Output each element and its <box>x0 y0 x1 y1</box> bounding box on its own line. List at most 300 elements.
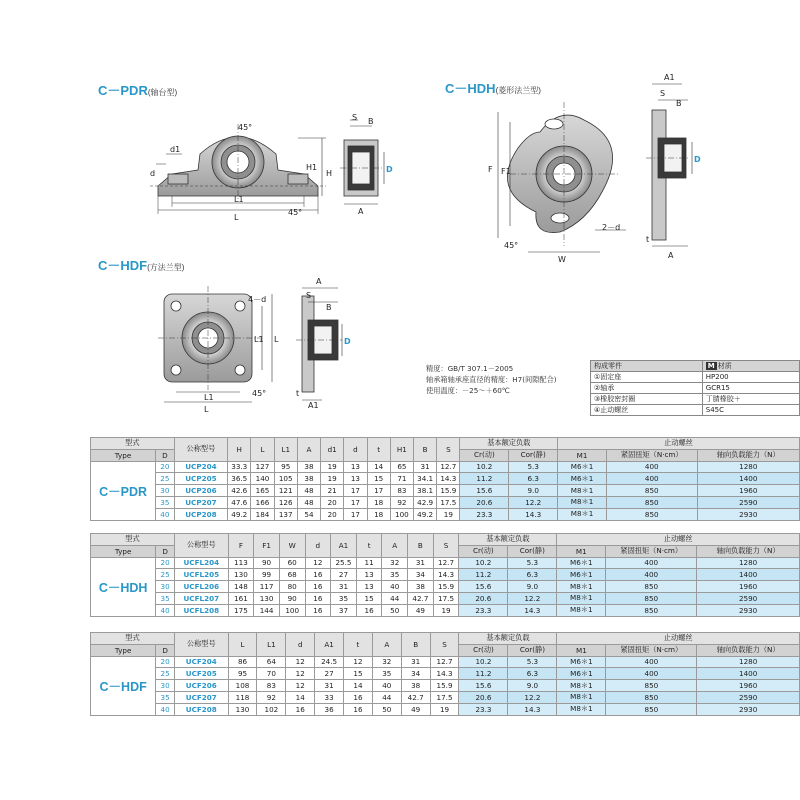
dimension-value: 17.5 <box>437 496 460 508</box>
part-name: ②轴承 <box>591 383 703 394</box>
screw-col-torque: 紧固扭矩（N·cm） <box>606 545 697 557</box>
dimension-value: 144 <box>254 604 280 616</box>
dimension-value: 126 <box>274 496 297 508</box>
hdh-holes-label: 2－d <box>602 223 621 232</box>
static-load: 5.3 <box>508 656 557 668</box>
dimension-value: 54 <box>297 508 320 520</box>
hdh-f-label: F <box>488 165 493 174</box>
dimension-value: 17 <box>344 485 367 497</box>
screw-col-torque: 紧固扭矩（N·cm） <box>606 644 697 656</box>
dimension-value: 32 <box>382 557 408 569</box>
nominal-header: 公称型号 <box>174 534 228 558</box>
table-row <box>91 473 800 485</box>
dim-header: S <box>437 438 460 462</box>
hdh-d-bore-label: D <box>694 155 701 164</box>
dim-header: F <box>228 534 254 558</box>
dimension-value: 31 <box>401 656 430 668</box>
table-row <box>91 508 800 520</box>
axial-load: 2930 <box>697 604 800 616</box>
static-load: 6.3 <box>509 473 558 485</box>
parts-header-material <box>702 361 799 372</box>
dimension-value: 16 <box>344 703 373 715</box>
dimension-value: 64 <box>257 656 286 668</box>
dimension-value: 31 <box>331 581 357 593</box>
hdh-a1-label: A1 <box>664 73 675 82</box>
dimension-value: 40 <box>382 581 408 593</box>
model-number: UCP208 <box>174 508 227 520</box>
dynamic-load: 23.3 <box>459 604 508 616</box>
load-col-dynamic: Cr(动) <box>459 644 508 656</box>
dim-header: t <box>356 534 382 558</box>
dimension-value: 68 <box>279 569 305 581</box>
dimension-value: 36 <box>315 703 344 715</box>
dim-header: d <box>305 534 331 558</box>
hdf-angle-label: 45° <box>252 389 267 398</box>
dim-header: S <box>433 534 459 558</box>
hdf-s-label: S <box>306 291 312 300</box>
dimension-value: 14 <box>344 680 373 692</box>
hdf-l1-label-side: L1 <box>254 335 264 344</box>
hdf-t-label: t <box>296 389 300 398</box>
screw-size: M6＊1 <box>557 656 606 668</box>
material-badge: M <box>707 362 715 370</box>
dimension-value: 121 <box>274 485 297 497</box>
tightening-torque: 850 <box>606 508 697 520</box>
dim-header: L1 <box>274 438 297 462</box>
dimension-value: 18 <box>367 496 390 508</box>
dynamic-load: 10.2 <box>459 557 508 569</box>
table-row <box>91 569 800 581</box>
tightening-torque: 850 <box>606 496 697 508</box>
screw-header: 止动螺丝 <box>558 438 800 450</box>
bore-diameter: 20 <box>156 557 175 569</box>
screw-size: M6＊1 <box>558 473 607 485</box>
dimension-value: 137 <box>274 508 297 520</box>
dynamic-load: 11.2 <box>459 569 508 581</box>
table-row <box>91 604 800 616</box>
screw-size: M8＊1 <box>557 703 606 715</box>
dim-header: A <box>297 438 320 462</box>
dynamic-load: 23.3 <box>459 703 508 715</box>
d-label: D <box>156 644 175 656</box>
dimension-value: 12 <box>344 656 373 668</box>
dimension-value: 15 <box>367 473 390 485</box>
dimension-value: 15.9 <box>437 485 460 497</box>
static-load: 12.2 <box>509 496 558 508</box>
pdr-angle-label: 45° <box>238 123 253 132</box>
dimension-value: 148 <box>228 581 254 593</box>
dimension-value: 19 <box>321 473 344 485</box>
dimension-value: 16 <box>305 604 331 616</box>
model-number: UCFL207 <box>174 592 228 604</box>
dimension-value: 100 <box>279 604 305 616</box>
dimension-value: 14 <box>286 691 315 703</box>
dimension-value: 37 <box>331 604 357 616</box>
dimension-value: 32 <box>372 656 401 668</box>
model-number: UCF208 <box>174 703 228 715</box>
dim-header: A1 <box>315 633 344 657</box>
dynamic-load: 20.6 <box>459 691 508 703</box>
dimension-value: 48 <box>297 485 320 497</box>
dimension-value: 70 <box>257 668 286 680</box>
dimension-value: 15.9 <box>430 680 459 692</box>
dim-header: d1 <box>321 438 344 462</box>
parts-row <box>591 394 800 405</box>
model-number: UCFL206 <box>174 581 228 593</box>
dimension-value: 95 <box>228 668 257 680</box>
dimension-value: 86 <box>228 656 257 668</box>
model-number: UCF207 <box>174 691 228 703</box>
axial-load: 2930 <box>697 508 799 520</box>
dimension-value: 38 <box>297 461 320 473</box>
screw-size: M8＊1 <box>557 680 606 692</box>
dimension-value: 19 <box>433 604 459 616</box>
dimension-value: 13 <box>344 473 367 485</box>
load-header: 基本额定负载 <box>459 633 557 645</box>
dim-header: t <box>344 633 373 657</box>
static-load: 14.3 <box>508 604 557 616</box>
dim-header: F1 <box>254 534 280 558</box>
hdh-side-view <box>646 84 692 246</box>
tightening-torque: 850 <box>606 604 697 616</box>
hdh-angle-label: 45° <box>504 241 519 250</box>
dimension-value: 31 <box>414 461 437 473</box>
tightening-torque: 850 <box>606 581 697 593</box>
tightening-torque: 850 <box>606 592 697 604</box>
dimension-value: 47.6 <box>228 496 251 508</box>
load-col-static: Cor(静) <box>508 545 557 557</box>
dimension-value: 20 <box>321 508 344 520</box>
spec-line-housing: 轴承箱轴承座直径的精度：H7(间隙配合) <box>426 375 557 384</box>
dim-header: B <box>401 633 430 657</box>
dimension-value: 80 <box>279 581 305 593</box>
hdh-table-body <box>91 557 800 616</box>
load-header: 基本额定负载 <box>459 534 557 546</box>
type-name: C－HDH <box>91 557 156 616</box>
pdr-angle2-label: 45° <box>288 208 303 217</box>
pdr-h1-label: H1 <box>306 163 318 172</box>
hdh-a-label: A <box>668 251 674 260</box>
static-load: 14.3 <box>508 703 557 715</box>
pdr-l1-label: L1 <box>234 195 244 204</box>
dimension-value: 117 <box>254 581 280 593</box>
part-material: GCR15 <box>702 383 799 394</box>
dimension-value: 102 <box>257 703 286 715</box>
dimension-value: 12 <box>286 656 315 668</box>
part-name: ③橡胶密封圈 <box>591 394 703 405</box>
dimension-value: 90 <box>254 557 280 569</box>
dimension-value: 33.3 <box>228 461 251 473</box>
pdr-b-label: B <box>368 117 374 126</box>
screw-col-torque: 紧固扭矩（N·cm） <box>606 449 697 461</box>
screw-size: M8＊1 <box>558 496 607 508</box>
table-row <box>91 680 800 692</box>
hdf-l-label-side: L <box>274 335 279 344</box>
bore-diameter: 40 <box>156 508 175 520</box>
model-number: UCP206 <box>174 485 227 497</box>
bore-diameter: 35 <box>156 496 175 508</box>
dimension-value: 24.5 <box>315 656 344 668</box>
table-row <box>91 592 800 604</box>
static-load: 14.3 <box>509 508 558 520</box>
axial-load: 1960 <box>697 485 799 497</box>
table-row <box>91 557 800 569</box>
model-number: UCP207 <box>174 496 227 508</box>
hdf-holes-label: 4－d <box>248 295 267 304</box>
part-name: ①固定座 <box>591 372 703 383</box>
dimension-value: 130 <box>254 592 280 604</box>
pdr-l-label: L <box>234 213 239 222</box>
dimension-value: 71 <box>390 473 413 485</box>
dimension-value: 44 <box>372 691 401 703</box>
tightening-torque: 850 <box>606 703 697 715</box>
dimension-value: 14.3 <box>437 473 460 485</box>
bore-diameter: 30 <box>156 680 175 692</box>
hdh-spec-table <box>90 533 800 617</box>
dimension-value: 34.1 <box>414 473 437 485</box>
bore-diameter: 35 <box>156 592 175 604</box>
load-col-dynamic: Cr(动) <box>460 449 509 461</box>
tightening-torque: 400 <box>606 656 697 668</box>
d-label: D <box>156 545 175 557</box>
dimension-value: 184 <box>251 508 274 520</box>
dim-header: B <box>408 534 434 558</box>
type-header: 型式 <box>91 534 175 546</box>
table-row <box>91 485 800 497</box>
dynamic-load: 10.2 <box>460 461 509 473</box>
dim-header: A <box>372 633 401 657</box>
dimension-value: 31 <box>315 680 344 692</box>
bore-diameter: 35 <box>156 691 175 703</box>
dimension-value: 34 <box>401 668 430 680</box>
dimension-value: 83 <box>390 485 413 497</box>
dimension-value: 83 <box>257 680 286 692</box>
type-header: 型式 <box>91 633 175 645</box>
model-number: UCP204 <box>174 461 227 473</box>
dimension-value: 16 <box>305 581 331 593</box>
axial-load: 1280 <box>697 557 800 569</box>
hdf-spec-table <box>90 632 800 716</box>
dimension-value: 175 <box>228 604 254 616</box>
type-label: Type <box>91 449 156 461</box>
pdr-table-body <box>91 461 800 520</box>
hdh-subtitle: (菱形法兰型) <box>495 86 541 95</box>
table-row <box>91 581 800 593</box>
hdh-b-label: B <box>676 99 682 108</box>
screw-size: M6＊1 <box>557 557 606 569</box>
hdf-a1-label: A1 <box>308 401 319 410</box>
nominal-header: 公称型号 <box>174 633 228 657</box>
dimension-value: 113 <box>228 557 254 569</box>
pdr-d1-label: d1 <box>170 145 181 154</box>
dimension-value: 16 <box>305 569 331 581</box>
dimension-value: 15.9 <box>433 581 459 593</box>
dimension-value: 36.5 <box>228 473 251 485</box>
static-load: 12.2 <box>508 592 557 604</box>
dimension-value: 27 <box>315 668 344 680</box>
screw-col-axial: 轴向负载能力（N） <box>697 545 800 557</box>
static-load: 9.0 <box>508 680 557 692</box>
dimension-value: 21 <box>321 485 344 497</box>
spec-line-temperature: 使用温度：－25～＋60℃ <box>426 386 510 395</box>
dimension-value: 14 <box>367 461 390 473</box>
hdf-table-body <box>91 656 800 715</box>
screw-size: M8＊1 <box>557 581 606 593</box>
dimension-value: 12 <box>305 557 331 569</box>
dimension-value: 165 <box>251 485 274 497</box>
dim-header: B <box>414 438 437 462</box>
dimension-value: 13 <box>356 581 382 593</box>
screw-size: M8＊1 <box>557 604 606 616</box>
dimension-value: 35 <box>331 592 357 604</box>
model-number: UCFL204 <box>174 557 228 569</box>
static-load: 6.3 <box>508 569 557 581</box>
nominal-header: 公称型号 <box>174 438 227 462</box>
dimension-value: 12.7 <box>433 557 459 569</box>
dimension-value: 33 <box>315 691 344 703</box>
hdf-subtitle: (方法兰型) <box>147 263 185 272</box>
load-col-static: Cor(静) <box>509 449 558 461</box>
parts-row <box>591 372 800 383</box>
hdf-d-bore-label: D <box>344 337 351 346</box>
dimension-value: 44 <box>382 592 408 604</box>
dim-header: d <box>286 633 315 657</box>
dimension-value: 16 <box>344 691 373 703</box>
table-row <box>91 656 800 668</box>
dimension-value: 16 <box>305 592 331 604</box>
dimension-value: 34 <box>408 569 434 581</box>
tightening-torque: 850 <box>606 691 697 703</box>
dimension-value: 99 <box>254 569 280 581</box>
tightening-torque: 400 <box>606 569 697 581</box>
hdf-a-label: A <box>316 277 322 286</box>
hdf-b-label: B <box>326 303 332 312</box>
dynamic-load: 15.6 <box>460 485 509 497</box>
screw-header: 止动螺丝 <box>557 534 800 546</box>
dimension-value: 15 <box>344 668 373 680</box>
dimension-value: 40 <box>372 680 401 692</box>
dimension-value: 49.2 <box>228 508 251 520</box>
tightening-torque: 400 <box>606 461 697 473</box>
dimension-value: 108 <box>228 680 257 692</box>
dimension-value: 42.7 <box>401 691 430 703</box>
screw-header: 止动螺丝 <box>557 633 800 645</box>
dimension-value: 12 <box>286 668 315 680</box>
model-number: UCP205 <box>174 473 227 485</box>
dimension-value: 95 <box>274 461 297 473</box>
dimension-value: 38 <box>408 581 434 593</box>
dimension-value: 42.9 <box>414 496 437 508</box>
screw-size: M8＊1 <box>557 691 606 703</box>
dim-header: L <box>251 438 274 462</box>
screw-size: M6＊1 <box>557 569 606 581</box>
dimension-value: 100 <box>390 508 413 520</box>
pdr-subtitle: (轴台型) <box>147 88 178 97</box>
dimension-value: 19 <box>437 508 460 520</box>
model-number: UCFL208 <box>174 604 228 616</box>
dim-header: A <box>382 534 408 558</box>
table-row <box>91 691 800 703</box>
part-material: S45C <box>702 405 799 416</box>
hdh-f1-label: F1 <box>501 167 511 176</box>
dynamic-load: 11.2 <box>459 668 508 680</box>
dim-header: H1 <box>390 438 413 462</box>
dim-header: d <box>344 438 367 462</box>
static-load: 6.3 <box>508 668 557 680</box>
dimension-value: 127 <box>251 461 274 473</box>
dimension-value: 38 <box>297 473 320 485</box>
dimension-value: 17 <box>344 508 367 520</box>
pdr-a-label: A <box>358 207 364 216</box>
screw-col-m1: M1 <box>558 449 607 461</box>
table-row <box>91 668 800 680</box>
bore-diameter: 20 <box>156 461 175 473</box>
dim-header: S <box>430 633 459 657</box>
dimension-value: 17.5 <box>430 691 459 703</box>
dimension-value: 92 <box>390 496 413 508</box>
bore-diameter: 25 <box>156 569 175 581</box>
parts-row <box>591 383 800 394</box>
dynamic-load: 11.2 <box>460 473 509 485</box>
dimension-value: 38 <box>401 680 430 692</box>
dim-header: H <box>228 438 251 462</box>
dynamic-load: 20.6 <box>460 496 509 508</box>
hdf-l-label-bottom: L <box>204 405 209 414</box>
load-header: 基本额定负载 <box>460 438 558 450</box>
type-name: C－HDF <box>91 656 156 715</box>
dimension-value: 18 <box>367 508 390 520</box>
dim-header: L <box>228 633 257 657</box>
dimension-value: 90 <box>279 592 305 604</box>
spec-notes <box>426 363 557 396</box>
bore-diameter: 25 <box>156 473 175 485</box>
pdr-title-text: C－PDR <box>98 83 148 98</box>
pdr-d-bore-label: D <box>386 165 393 174</box>
tightening-torque: 400 <box>606 668 697 680</box>
static-load: 5.3 <box>508 557 557 569</box>
screw-size: M8＊1 <box>557 592 606 604</box>
model-number: UCF205 <box>174 668 228 680</box>
axial-load: 1960 <box>697 680 800 692</box>
catalog-page <box>90 62 800 740</box>
axial-load: 1280 <box>697 461 799 473</box>
hdf-title-text: C－HDF <box>98 258 148 273</box>
dimension-value: 25.5 <box>331 557 357 569</box>
dimension-value: 166 <box>251 496 274 508</box>
dimension-value: 42.6 <box>228 485 251 497</box>
dimension-value: 19 <box>430 703 459 715</box>
dimension-value: 20 <box>321 496 344 508</box>
model-number: UCFL205 <box>174 569 228 581</box>
type-name: C－PDR <box>91 461 156 520</box>
dimension-value: 38.1 <box>414 485 437 497</box>
pdr-s-label: S <box>352 113 358 122</box>
dimension-value: 14.3 <box>430 668 459 680</box>
pdr-h-label: H <box>326 169 333 178</box>
screw-size: M8＊1 <box>558 485 607 497</box>
parts-header-part: 构成零件 <box>591 361 703 372</box>
hdf-header-row-1 <box>91 633 800 645</box>
dim-header: t <box>367 438 390 462</box>
dimension-value: 49 <box>408 604 434 616</box>
axial-load: 1400 <box>697 473 799 485</box>
dimension-value: 13 <box>356 569 382 581</box>
d-label: D <box>156 449 175 461</box>
dimension-value: 161 <box>228 592 254 604</box>
pdr-spec-table <box>90 437 800 521</box>
dimension-value: 105 <box>274 473 297 485</box>
screw-col-axial: 轴向负载能力（N） <box>697 449 799 461</box>
